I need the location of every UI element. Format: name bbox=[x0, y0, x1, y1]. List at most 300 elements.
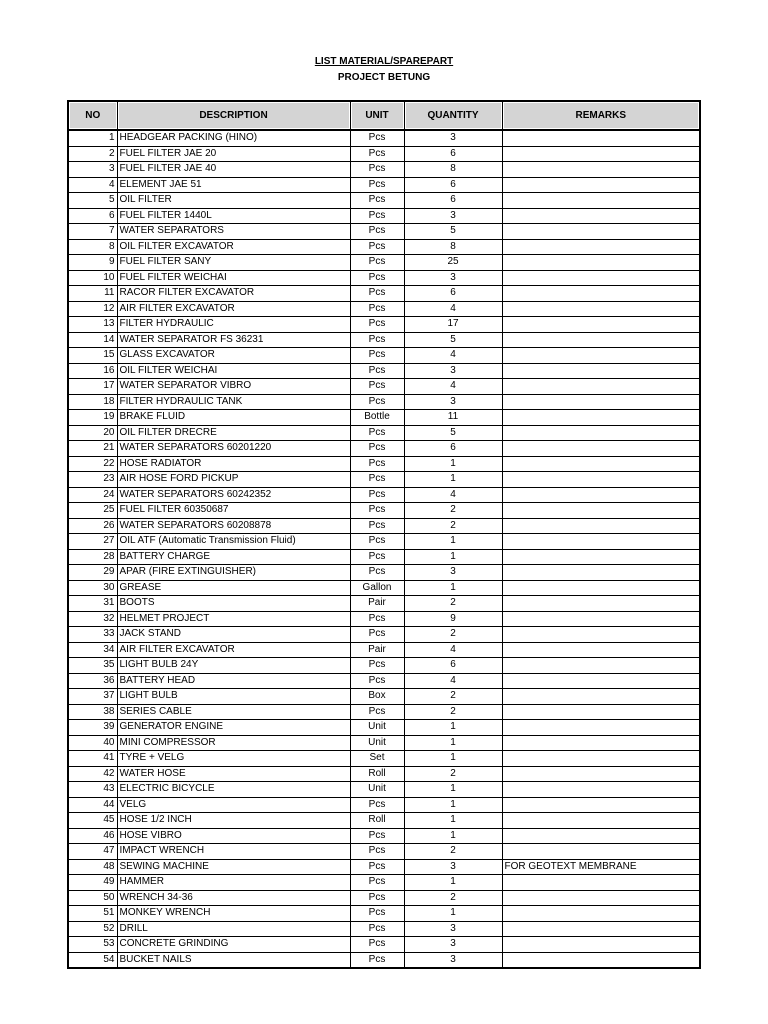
document-title: LIST MATERIAL/SPAREPART bbox=[314, 56, 454, 67]
table-body bbox=[68, 130, 700, 968]
cell-remarks bbox=[502, 952, 700, 968]
table-row bbox=[68, 286, 700, 302]
table-row bbox=[68, 875, 700, 891]
cell-description: FILTER HYDRAULIC bbox=[117, 317, 350, 333]
table-row bbox=[68, 596, 700, 612]
cell-remarks bbox=[502, 286, 700, 302]
cell-no: 33 bbox=[68, 627, 117, 643]
cell-description: SEWING MACHINE bbox=[117, 859, 350, 875]
cell-quantity: 1 bbox=[404, 751, 502, 767]
cell-no: 43 bbox=[68, 782, 117, 798]
cell-remarks bbox=[502, 394, 700, 410]
table-row bbox=[68, 580, 700, 596]
table-row bbox=[68, 658, 700, 674]
cell-description: WATER SEPARATORS 60201220 bbox=[117, 441, 350, 457]
table-row bbox=[68, 193, 700, 209]
cell-unit: Pcs bbox=[350, 797, 404, 813]
cell-remarks bbox=[502, 890, 700, 906]
table-row bbox=[68, 270, 700, 286]
header-no: NO bbox=[68, 101, 117, 130]
cell-remarks bbox=[502, 720, 700, 736]
cell-no: 25 bbox=[68, 503, 117, 519]
cell-remarks bbox=[502, 208, 700, 224]
cell-description: FUEL FILTER JAE 20 bbox=[117, 146, 350, 162]
header-quantity: QUANTITY bbox=[404, 101, 502, 130]
cell-description: WATER SEPARATORS bbox=[117, 224, 350, 240]
cell-unit: Pcs bbox=[350, 239, 404, 255]
cell-quantity: 6 bbox=[404, 658, 502, 674]
cell-description: ELEMENT JAE 51 bbox=[117, 177, 350, 193]
cell-description: WATER SEPARATOR VIBRO bbox=[117, 379, 350, 395]
cell-description: AIR HOSE FORD PICKUP bbox=[117, 472, 350, 488]
cell-description: LIGHT BULB 24Y bbox=[117, 658, 350, 674]
table-row bbox=[68, 952, 700, 968]
cell-quantity: 1 bbox=[404, 906, 502, 922]
cell-no: 10 bbox=[68, 270, 117, 286]
cell-remarks bbox=[502, 642, 700, 658]
table-row bbox=[68, 518, 700, 534]
cell-description: WATER SEPARATOR FS 36231 bbox=[117, 332, 350, 348]
cell-no: 26 bbox=[68, 518, 117, 534]
cell-unit: Pcs bbox=[350, 270, 404, 286]
cell-description: OIL FILTER WEICHAI bbox=[117, 363, 350, 379]
cell-no: 15 bbox=[68, 348, 117, 364]
cell-unit: Pcs bbox=[350, 472, 404, 488]
cell-description: FUEL FILTER WEICHAI bbox=[117, 270, 350, 286]
cell-description: AIR FILTER EXCAVATOR bbox=[117, 301, 350, 317]
table-row bbox=[68, 828, 700, 844]
cell-remarks bbox=[502, 503, 700, 519]
cell-no: 48 bbox=[68, 859, 117, 875]
cell-no: 44 bbox=[68, 797, 117, 813]
cell-remarks bbox=[502, 130, 700, 146]
table-row bbox=[68, 146, 700, 162]
table-row bbox=[68, 332, 700, 348]
cell-quantity: 2 bbox=[404, 518, 502, 534]
cell-description: AIR FILTER EXCAVATOR bbox=[117, 642, 350, 658]
cell-quantity: 3 bbox=[404, 921, 502, 937]
cell-unit: Set bbox=[350, 751, 404, 767]
table-row bbox=[68, 301, 700, 317]
cell-no: 39 bbox=[68, 720, 117, 736]
cell-description: WATER HOSE bbox=[117, 766, 350, 782]
cell-unit: Pcs bbox=[350, 425, 404, 441]
cell-unit: Pcs bbox=[350, 906, 404, 922]
cell-no: 54 bbox=[68, 952, 117, 968]
cell-quantity: 1 bbox=[404, 720, 502, 736]
cell-no: 14 bbox=[68, 332, 117, 348]
cell-no: 49 bbox=[68, 875, 117, 891]
cell-no: 21 bbox=[68, 441, 117, 457]
cell-quantity: 2 bbox=[404, 704, 502, 720]
cell-no: 52 bbox=[68, 921, 117, 937]
cell-description: BUCKET NAILS bbox=[117, 952, 350, 968]
cell-unit: Pcs bbox=[350, 611, 404, 627]
cell-description: GENERATOR ENGINE bbox=[117, 720, 350, 736]
cell-quantity: 6 bbox=[404, 146, 502, 162]
table-row bbox=[68, 689, 700, 705]
cell-description: OIL FILTER EXCAVATOR bbox=[117, 239, 350, 255]
cell-description: WATER SEPARATORS 60242352 bbox=[117, 487, 350, 503]
cell-quantity: 4 bbox=[404, 673, 502, 689]
cell-quantity: 1 bbox=[404, 735, 502, 751]
header-description: DESCRIPTION bbox=[117, 101, 350, 130]
cell-remarks bbox=[502, 425, 700, 441]
cell-description: HOSE 1/2 INCH bbox=[117, 813, 350, 829]
cell-no: 36 bbox=[68, 673, 117, 689]
cell-unit: Pcs bbox=[350, 456, 404, 472]
cell-description: IMPACT WRENCH bbox=[117, 844, 350, 860]
cell-quantity: 1 bbox=[404, 828, 502, 844]
cell-remarks bbox=[502, 782, 700, 798]
cell-remarks bbox=[502, 766, 700, 782]
cell-no: 18 bbox=[68, 394, 117, 410]
cell-no: 35 bbox=[68, 658, 117, 674]
cell-unit: Pcs bbox=[350, 332, 404, 348]
cell-remarks bbox=[502, 797, 700, 813]
cell-unit: Pcs bbox=[350, 828, 404, 844]
cell-quantity: 3 bbox=[404, 208, 502, 224]
cell-unit: Pair bbox=[350, 642, 404, 658]
cell-no: 27 bbox=[68, 534, 117, 550]
cell-unit: Bottle bbox=[350, 410, 404, 426]
table-row bbox=[68, 410, 700, 426]
cell-no: 24 bbox=[68, 487, 117, 503]
cell-quantity: 3 bbox=[404, 937, 502, 953]
cell-description: HOSE VIBRO bbox=[117, 828, 350, 844]
header-remarks: REMARKS bbox=[502, 101, 700, 130]
cell-quantity: 11 bbox=[404, 410, 502, 426]
cell-unit: Pcs bbox=[350, 890, 404, 906]
cell-quantity: 5 bbox=[404, 224, 502, 240]
cell-no: 7 bbox=[68, 224, 117, 240]
cell-description: HAMMER bbox=[117, 875, 350, 891]
cell-unit: Pair bbox=[350, 596, 404, 612]
cell-no: 41 bbox=[68, 751, 117, 767]
cell-remarks bbox=[502, 224, 700, 240]
cell-unit: Unit bbox=[350, 720, 404, 736]
cell-quantity: 8 bbox=[404, 162, 502, 178]
cell-remarks bbox=[502, 301, 700, 317]
cell-quantity: 6 bbox=[404, 286, 502, 302]
cell-remarks bbox=[502, 735, 700, 751]
cell-quantity: 3 bbox=[404, 363, 502, 379]
cell-quantity: 2 bbox=[404, 503, 502, 519]
cell-unit: Roll bbox=[350, 766, 404, 782]
cell-no: 9 bbox=[68, 255, 117, 271]
cell-no: 16 bbox=[68, 363, 117, 379]
cell-remarks bbox=[502, 751, 700, 767]
cell-unit: Pcs bbox=[350, 146, 404, 162]
cell-unit: Pcs bbox=[350, 162, 404, 178]
table-row bbox=[68, 627, 700, 643]
cell-description: HELMET PROJECT bbox=[117, 611, 350, 627]
cell-unit: Pcs bbox=[350, 286, 404, 302]
cell-no: 40 bbox=[68, 735, 117, 751]
cell-remarks bbox=[502, 177, 700, 193]
cell-quantity: 2 bbox=[404, 890, 502, 906]
table-row bbox=[68, 673, 700, 689]
cell-remarks bbox=[502, 239, 700, 255]
cell-quantity: 2 bbox=[404, 766, 502, 782]
table-row bbox=[68, 394, 700, 410]
cell-remarks bbox=[502, 534, 700, 550]
table-row bbox=[68, 456, 700, 472]
table-row bbox=[68, 162, 700, 178]
table-row bbox=[68, 565, 700, 581]
cell-unit: Pcs bbox=[350, 503, 404, 519]
table-row bbox=[68, 642, 700, 658]
cell-quantity: 4 bbox=[404, 487, 502, 503]
cell-quantity: 4 bbox=[404, 642, 502, 658]
cell-quantity: 6 bbox=[404, 441, 502, 457]
table-row bbox=[68, 782, 700, 798]
cell-unit: Pcs bbox=[350, 673, 404, 689]
cell-no: 51 bbox=[68, 906, 117, 922]
cell-no: 6 bbox=[68, 208, 117, 224]
table-row bbox=[68, 704, 700, 720]
cell-quantity: 1 bbox=[404, 782, 502, 798]
cell-remarks bbox=[502, 658, 700, 674]
cell-description: GREASE bbox=[117, 580, 350, 596]
table-row bbox=[68, 813, 700, 829]
cell-no: 4 bbox=[68, 177, 117, 193]
table-row bbox=[68, 177, 700, 193]
table-row bbox=[68, 425, 700, 441]
table-row bbox=[68, 255, 700, 271]
cell-no: 53 bbox=[68, 937, 117, 953]
cell-unit: Gallon bbox=[350, 580, 404, 596]
cell-unit: Box bbox=[350, 689, 404, 705]
cell-description: FUEL FILTER SANY bbox=[117, 255, 350, 271]
cell-unit: Pcs bbox=[350, 317, 404, 333]
table-row bbox=[68, 441, 700, 457]
cell-no: 28 bbox=[68, 549, 117, 565]
cell-quantity: 4 bbox=[404, 379, 502, 395]
cell-quantity: 3 bbox=[404, 952, 502, 968]
cell-no: 22 bbox=[68, 456, 117, 472]
cell-unit: Pcs bbox=[350, 658, 404, 674]
cell-remarks bbox=[502, 627, 700, 643]
table-row bbox=[68, 906, 700, 922]
cell-remarks bbox=[502, 162, 700, 178]
table-row bbox=[68, 859, 700, 875]
table-row bbox=[68, 317, 700, 333]
cell-remarks bbox=[502, 456, 700, 472]
cell-unit: Pcs bbox=[350, 193, 404, 209]
cell-quantity: 1 bbox=[404, 534, 502, 550]
cell-quantity: 5 bbox=[404, 332, 502, 348]
cell-unit: Pcs bbox=[350, 952, 404, 968]
cell-no: 1 bbox=[68, 130, 117, 146]
cell-unit: Pcs bbox=[350, 844, 404, 860]
table-row bbox=[68, 937, 700, 953]
cell-remarks bbox=[502, 580, 700, 596]
cell-unit: Roll bbox=[350, 813, 404, 829]
cell-description: WATER SEPARATORS 60208878 bbox=[117, 518, 350, 534]
cell-unit: Pcs bbox=[350, 441, 404, 457]
cell-remarks bbox=[502, 596, 700, 612]
cell-description: FUEL FILTER 1440L bbox=[117, 208, 350, 224]
cell-unit: Pcs bbox=[350, 177, 404, 193]
cell-no: 38 bbox=[68, 704, 117, 720]
cell-no: 30 bbox=[68, 580, 117, 596]
table-row bbox=[68, 611, 700, 627]
cell-description: VELG bbox=[117, 797, 350, 813]
table-row bbox=[68, 224, 700, 240]
cell-description: RACOR FILTER EXCAVATOR bbox=[117, 286, 350, 302]
cell-quantity: 17 bbox=[404, 317, 502, 333]
table-row bbox=[68, 348, 700, 364]
cell-description: FUEL FILTER JAE 40 bbox=[117, 162, 350, 178]
cell-quantity: 8 bbox=[404, 239, 502, 255]
cell-remarks bbox=[502, 906, 700, 922]
cell-description: SERIES CABLE bbox=[117, 704, 350, 720]
cell-unit: Pcs bbox=[350, 921, 404, 937]
cell-quantity: 3 bbox=[404, 270, 502, 286]
cell-description: JACK STAND bbox=[117, 627, 350, 643]
cell-description: TYRE + VELG bbox=[117, 751, 350, 767]
table-row bbox=[68, 130, 700, 146]
cell-unit: Pcs bbox=[350, 301, 404, 317]
cell-unit: Pcs bbox=[350, 208, 404, 224]
cell-unit: Pcs bbox=[350, 859, 404, 875]
cell-remarks bbox=[502, 487, 700, 503]
cell-remarks bbox=[502, 317, 700, 333]
cell-unit: Pcs bbox=[350, 363, 404, 379]
cell-quantity: 5 bbox=[404, 425, 502, 441]
table-row bbox=[68, 890, 700, 906]
cell-unit: Pcs bbox=[350, 224, 404, 240]
cell-no: 32 bbox=[68, 611, 117, 627]
cell-remarks bbox=[502, 441, 700, 457]
cell-no: 3 bbox=[68, 162, 117, 178]
cell-remarks bbox=[502, 611, 700, 627]
cell-remarks bbox=[502, 363, 700, 379]
cell-unit: Pcs bbox=[350, 487, 404, 503]
cell-unit: Pcs bbox=[350, 937, 404, 953]
cell-unit: Pcs bbox=[350, 534, 404, 550]
table-row bbox=[68, 534, 700, 550]
cell-remarks bbox=[502, 844, 700, 860]
cell-remarks bbox=[502, 565, 700, 581]
cell-description: OIL FILTER DRECRE bbox=[117, 425, 350, 441]
cell-unit: Pcs bbox=[350, 549, 404, 565]
cell-description: OIL FILTER bbox=[117, 193, 350, 209]
material-table bbox=[67, 100, 701, 969]
cell-quantity: 1 bbox=[404, 797, 502, 813]
cell-quantity: 25 bbox=[404, 255, 502, 271]
cell-unit: Unit bbox=[350, 782, 404, 798]
cell-description: OIL ATF (Automatic Transmission Fluid) bbox=[117, 534, 350, 550]
cell-description: HEADGEAR PACKING (HINO) bbox=[117, 130, 350, 146]
table-row bbox=[68, 208, 700, 224]
cell-remarks bbox=[502, 813, 700, 829]
table-row bbox=[68, 472, 700, 488]
cell-remarks bbox=[502, 348, 700, 364]
cell-remarks bbox=[502, 828, 700, 844]
table-row bbox=[68, 766, 700, 782]
cell-no: 34 bbox=[68, 642, 117, 658]
cell-quantity: 3 bbox=[404, 394, 502, 410]
cell-remarks: FOR GEOTEXT MEMBRANE bbox=[502, 859, 700, 875]
cell-description: BATTERY CHARGE bbox=[117, 549, 350, 565]
cell-remarks bbox=[502, 673, 700, 689]
cell-unit: Pcs bbox=[350, 627, 404, 643]
cell-remarks bbox=[502, 193, 700, 209]
cell-remarks bbox=[502, 689, 700, 705]
cell-quantity: 1 bbox=[404, 549, 502, 565]
cell-description: BATTERY HEAD bbox=[117, 673, 350, 689]
table-row bbox=[68, 487, 700, 503]
cell-quantity: 3 bbox=[404, 859, 502, 875]
table-row bbox=[68, 239, 700, 255]
cell-quantity: 1 bbox=[404, 875, 502, 891]
cell-description: GLASS EXCAVATOR bbox=[117, 348, 350, 364]
cell-no: 12 bbox=[68, 301, 117, 317]
cell-unit: Pcs bbox=[350, 130, 404, 146]
cell-remarks bbox=[502, 549, 700, 565]
cell-description: WRENCH 34-36 bbox=[117, 890, 350, 906]
cell-remarks bbox=[502, 410, 700, 426]
cell-quantity: 6 bbox=[404, 193, 502, 209]
cell-no: 19 bbox=[68, 410, 117, 426]
cell-quantity: 4 bbox=[404, 348, 502, 364]
cell-no: 11 bbox=[68, 286, 117, 302]
table-row bbox=[68, 549, 700, 565]
table-row bbox=[68, 844, 700, 860]
cell-remarks bbox=[502, 332, 700, 348]
cell-no: 5 bbox=[68, 193, 117, 209]
cell-description: FILTER HYDRAULIC TANK bbox=[117, 394, 350, 410]
cell-unit: Pcs bbox=[350, 379, 404, 395]
cell-remarks bbox=[502, 518, 700, 534]
cell-unit: Pcs bbox=[350, 518, 404, 534]
cell-remarks bbox=[502, 146, 700, 162]
table-row bbox=[68, 797, 700, 813]
cell-no: 23 bbox=[68, 472, 117, 488]
table-row bbox=[68, 363, 700, 379]
cell-description: MINI COMPRESSOR bbox=[117, 735, 350, 751]
cell-description: BRAKE FLUID bbox=[117, 410, 350, 426]
cell-unit: Pcs bbox=[350, 348, 404, 364]
cell-remarks bbox=[502, 937, 700, 953]
cell-no: 20 bbox=[68, 425, 117, 441]
cell-no: 8 bbox=[68, 239, 117, 255]
cell-unit: Pcs bbox=[350, 565, 404, 581]
cell-no: 31 bbox=[68, 596, 117, 612]
cell-quantity: 1 bbox=[404, 456, 502, 472]
cell-quantity: 2 bbox=[404, 596, 502, 612]
cell-description: MONKEY WRENCH bbox=[117, 906, 350, 922]
cell-description: LIGHT BULB bbox=[117, 689, 350, 705]
cell-no: 37 bbox=[68, 689, 117, 705]
cell-no: 2 bbox=[68, 146, 117, 162]
cell-remarks bbox=[502, 921, 700, 937]
cell-no: 13 bbox=[68, 317, 117, 333]
cell-no: 17 bbox=[68, 379, 117, 395]
cell-quantity: 1 bbox=[404, 813, 502, 829]
table-row bbox=[68, 720, 700, 736]
cell-quantity: 9 bbox=[404, 611, 502, 627]
table-row bbox=[68, 921, 700, 937]
cell-unit: Pcs bbox=[350, 875, 404, 891]
cell-remarks bbox=[502, 472, 700, 488]
cell-remarks bbox=[502, 704, 700, 720]
cell-remarks bbox=[502, 875, 700, 891]
cell-description: HOSE RADIATOR bbox=[117, 456, 350, 472]
cell-no: 42 bbox=[68, 766, 117, 782]
